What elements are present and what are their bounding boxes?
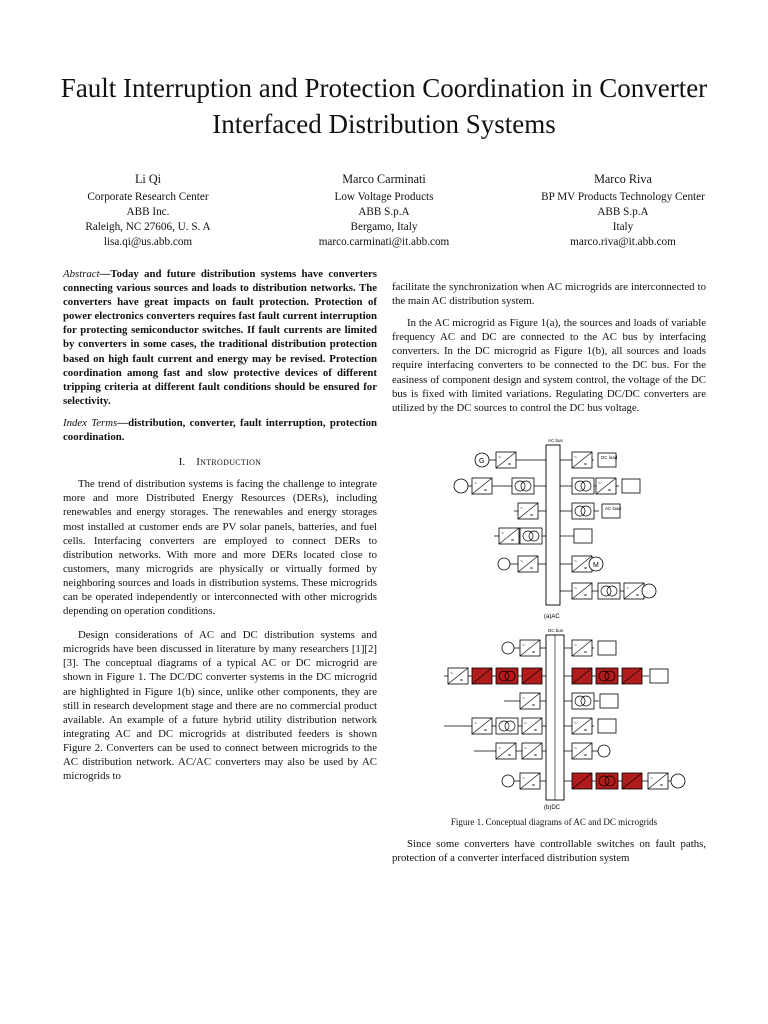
paragraph: facilitate the synchronization when AC microgrids are interconnected to the main AC distribution system.: [392, 281, 706, 308]
index-terms-label: Index Terms: [63, 416, 118, 429]
author-name: Marco Riva: [594, 172, 652, 186]
ac-bus-label: AC bus: [548, 438, 563, 443]
author-location: Raleigh, NC 27606, U. S. A: [85, 221, 211, 233]
abstract: [63, 267, 377, 408]
author-location: Bergamo, Italy: [350, 221, 418, 233]
author-email: marco.carminati@it.abb.com: [318, 236, 450, 248]
index-terms: [63, 416, 377, 444]
author-email: marco.riva@it.abb.com: [570, 236, 676, 248]
generator-icon: [502, 642, 514, 654]
section-number: I.: [178, 456, 186, 469]
paragraph: Since some converters have controllable switches on fault paths, protection of a converter interfaced distribution system: [392, 838, 706, 865]
author-affiliation: BP MV Products Technology Center: [541, 191, 705, 203]
left-column: [63, 267, 377, 783]
index-terms-text: —distribution, converter, fault interruption, protection coordination.: [63, 416, 377, 444]
abstract-label: Abstract: [63, 268, 100, 280]
author-name: Li Qi: [134, 172, 162, 186]
paragraph: In the AC microgrid as Figure 1(a), the sources and loads of variable frequency AC and DC are connected to the AC bus by interfacing converters. In the DC microgrid as Figure 1(b), all sources and loads require interfacing converters to be connected to the DC bus. For the easiness of component design and system control, the voltage of the DC bus is fixed with limited variations. Regulating DC/DC converters are utilized by the DC sources to control the DC bus voltage.: [392, 317, 706, 414]
generator-label: G: [479, 458, 485, 465]
section-title: Introduction: [196, 456, 262, 469]
right-column-bottom: [392, 837, 706, 865]
author-company: ABB S.p.A: [358, 206, 410, 218]
figure-caption: Figure 1. Conceptual diagrams of AC and DC microgrids: [450, 817, 658, 827]
paragraph: The trend of distribution systems is facing the challenge to integrate more and more Distributed Energy Resources (DERs), including renewables and energy storages. The renewables and energy storages most installed at customer ends are PV solar panels, batteries, and fuel cells. Interfacing converters are employed to connect DERs to distribution networks. With more and more DERs located close to customers, many microgrids are physically or virtually formed by neighboring sources and loads in distribution systems. These microgrids can be operated independently or interconnected with other microgrids depending on operation conditions.: [63, 478, 377, 618]
section-heading: [63, 455, 377, 469]
right-column: [392, 280, 706, 415]
paper-title: Fault Interruption and Protection Coordination in Converter Interfaced Distribution Systems: [60, 73, 708, 139]
motor-icon: [642, 584, 656, 598]
author-email: lisa.qi@us.abb.com: [103, 236, 193, 248]
microgrid-figure: ~= AC bus G DC load AC load M (a)AC DC bus (b)DC: [444, 436, 694, 812]
generator-icon: [498, 558, 510, 570]
paragraph: Design considerations of AC and DC distribution systems and microgrids have been discussed in literature by many researchers [1][2][3]. The conceptual diagrams of a typical AC or DC microgrid are shown in Figure 1. The DC/DC converter systems in the DC microgrid are highlighted in Figure 1(b) since, unlike other components, they are still in research development stage and there are no commercial product available. An example of a future hybrid utility distribution network integrating AC and DC microgrids at distributed feeders is shown Figure 2. Converters can be used to connect between microgrids to the AC distribution network. AC/AC converters may also be used by AC microgrids to: [63, 629, 377, 783]
author-1: [28, 172, 268, 250]
abstract-text: —Today and future distribution systems have converters connecting various sources and loads to distribution networks. The converters have great impacts on fault protection. Protection of power electronics converters requires fast fault current interruption for protecting semiconductor switches. If fault currents are limited by converters in some cases, the traditional distribution protection based on high fault current and energy may be revised. Protection coordination among fast and slow protective devices of different tripping criteria at different fault conditions should be ensured for selectivity.: [63, 268, 377, 407]
figure-sub-b: (b)DC: [544, 805, 560, 811]
author-location: Italy: [612, 221, 634, 233]
author-name: Marco Carminati: [342, 172, 426, 186]
generator-icon: [454, 479, 468, 493]
author-3: [503, 172, 743, 250]
author-company: ABB Inc.: [126, 206, 170, 218]
author-2: [264, 172, 504, 250]
motor-label: M: [593, 562, 599, 569]
ac-bus: [546, 445, 560, 605]
author-company: ABB S.p.A: [597, 206, 649, 218]
author-affiliation: Low Voltage Products: [334, 191, 434, 203]
dc-load-label: DC load: [601, 455, 618, 460]
author-affiliation: Corporate Research Center: [87, 191, 209, 203]
dc-bus-label: DC bus: [548, 628, 564, 633]
figure-sub-a: (a)AC: [544, 614, 560, 620]
ac-load-label: AC load: [605, 506, 622, 511]
